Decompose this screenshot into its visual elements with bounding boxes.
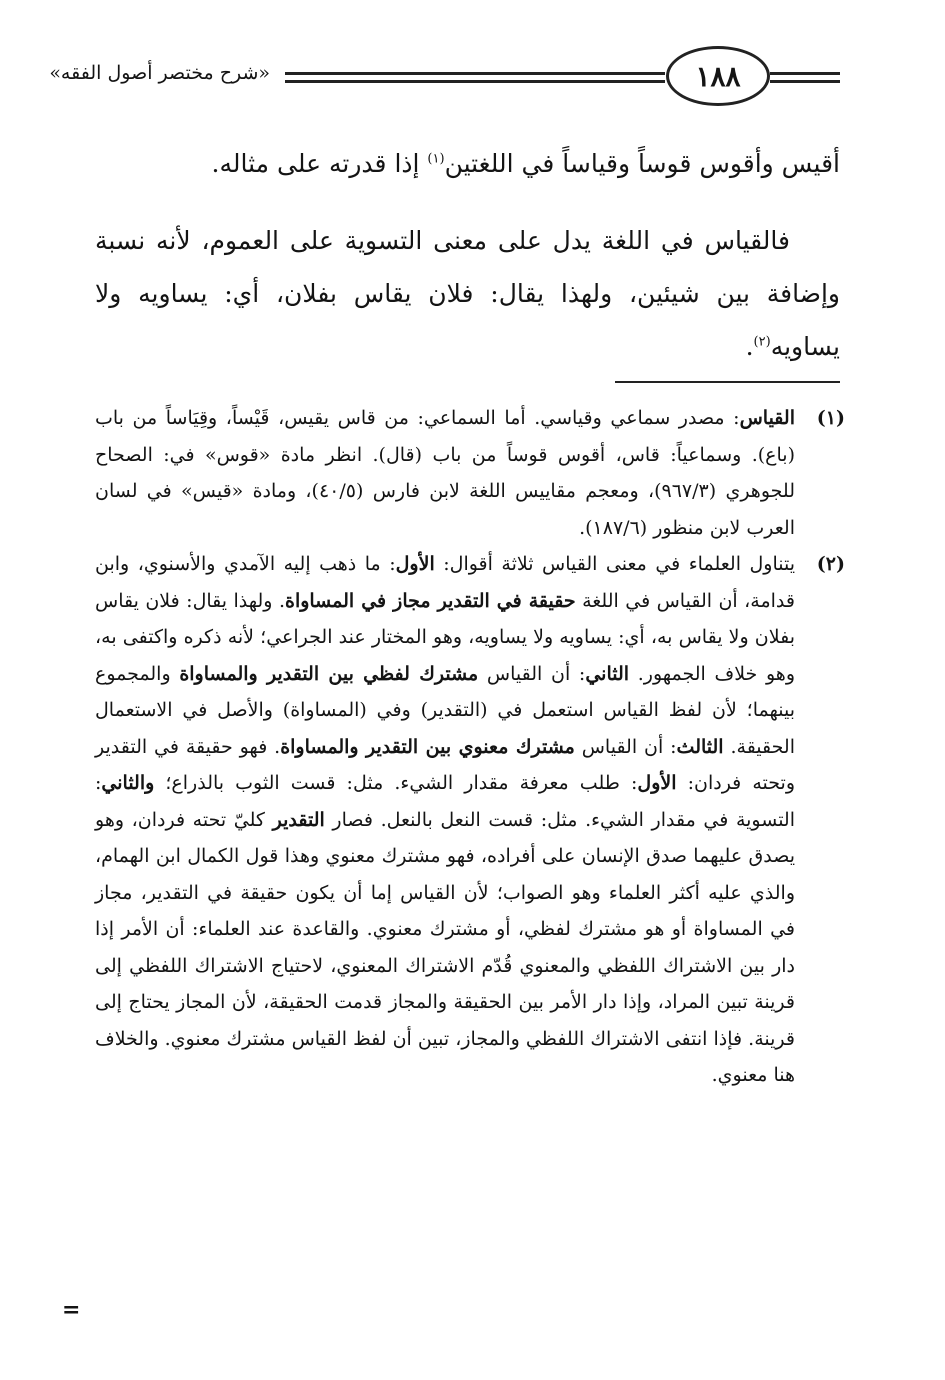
footnotes: [95, 400, 845, 1094]
fn2-segment: . ولهذا يقال: فلان يقاس بفلان ولا يقاس به، أي: يساويه ولا يساويه، وهو المختار عند الجراعي؛ لأنه ذكره واكتفى به، وهو خلاف الجمهور.: [95, 589, 796, 685]
fn2-bold: مشترك لفظي بين التقدير والمساواة: [179, 662, 479, 685]
paragraph-1-text: أقيس وأقوس قوساً وقياساً في اللغتين: [444, 149, 840, 178]
paragraph-1-tail: إذا قدرته على مثاله.: [211, 149, 428, 178]
paragraph-2-text: فالقياس في اللغة يدل على معنى التسوية على العموم، لأنه نسبة وإضافة بين شيئين، ولهذا يقال: فلان يقاس بفلان، أي: يساويه ولا يساويه: [95, 226, 840, 361]
page-header: [49, 40, 840, 112]
fn2-segment: : التسوية في مقدار الشيء. مثل: قست النعل بالنعل. فصار: [95, 772, 795, 831]
fn2-bold: الثاني: [585, 662, 630, 685]
fn2-segment: : طلب معرفة مقدار الشيء. مثل: قست الثوب بالذراع؛: [154, 772, 638, 794]
page-number: ١٨٨: [666, 46, 770, 106]
footnote-2: [95, 546, 845, 1094]
footnote-1-term: القياس: [739, 407, 795, 429]
fn2-bold: الأول: [637, 772, 677, 794]
footnote-ref-1: (١): [427, 151, 445, 167]
fn2-segment: : ما ذهب إليه الآمدي والأسنوي، وابن قدامة، أن القياس في اللغة: [95, 553, 795, 612]
header-rule-left: [285, 72, 665, 83]
fn2-bold: مشترك معنوي بين التقدير والمساواة: [280, 735, 575, 758]
fn2-bold: حقيقة في التقدير مجاز في المساواة: [284, 589, 576, 612]
fn2-bold: الثالث: [676, 735, 724, 758]
paragraph-1: [95, 137, 840, 190]
fn2-segment: كليّ تحته فردان، وهو يصدق عليهما صدق الإنسان على أفراده، فهو مشترك معنوي وهذا قول الكمال ابن الهمام، والذي عليه أكثر العلماء وهو الصواب؛ لأن القياس إما أن يكون حقيقة في التقدير، مجاز في المساواة أو هو مشترك لفظي، أو مشترك معنوي. والقاعدة عند العلماء: أن الأمر إذا دار بين الاشتراك اللفظي والمعنوي قُدّم الاشتراك المعنوي، لاحتياج الاشتراك اللفظي إلى قرينة تبين المراد، وإذا دار الأمر بين الحقيقة والمجاز قدمت الحقيقة، لأن المجاز يحتاج إلى قرينة. فإذا انتفى الاشتراك اللفظي والمجاز، تبين أن لفظ القياس مشترك معنوي. والخلاف هنا معنوي.: [95, 808, 795, 1086]
footnote-ref-2: (٢): [753, 334, 771, 350]
continuation-mark: =: [62, 1297, 81, 1323]
paragraph-2-tail: .: [745, 332, 754, 361]
footnote-separator: [615, 381, 840, 383]
footnote-1-text: : مصدر سماعي وقياسي. أما السماعي: من قاس يقيس، قَيْساً، وقِيَاساً من باب (باع). وسماعياً: قاس، أقوس قوساً من باب (قال). انظر مادة «قوس» في: الصحاح للجوهري (٩٦٧/٣)، ومعجم مقاييس اللغة لابن فارس (٤٠/٥)، ومادة «قيس» في لسان العرب لابن منظور (١٨٧/٦).: [95, 407, 795, 539]
fn2-segment: : أن القياس: [478, 662, 586, 685]
fn2-bold: الأول: [395, 553, 435, 575]
paragraph-2: [95, 214, 840, 373]
fn2-segment: يتناول العلماء في معنى القياس ثلاثة أقوال:: [434, 553, 795, 575]
footnote-1: [95, 400, 845, 546]
footnote-1-number: (١): [816, 407, 845, 429]
header-rule-right: [770, 72, 840, 83]
fn2-segment: والمجموع بينهما؛ لأن لفظ القياس استعمل في (التقدير) وفي (المساواة) والأصل في الاستعمال الحقيقة.: [95, 662, 795, 758]
book-title: «شرح مختصر أصول الفقه»: [49, 62, 270, 84]
fn2-bold: التقدير: [272, 808, 325, 831]
fn2-segment: . فهو حقيقة في التقدير وتحته فردان:: [95, 735, 796, 794]
fn2-bold: والثاني: [101, 772, 155, 794]
footnote-2-number: (٢): [816, 553, 845, 575]
fn2-segment: : أن القياس: [574, 735, 677, 758]
